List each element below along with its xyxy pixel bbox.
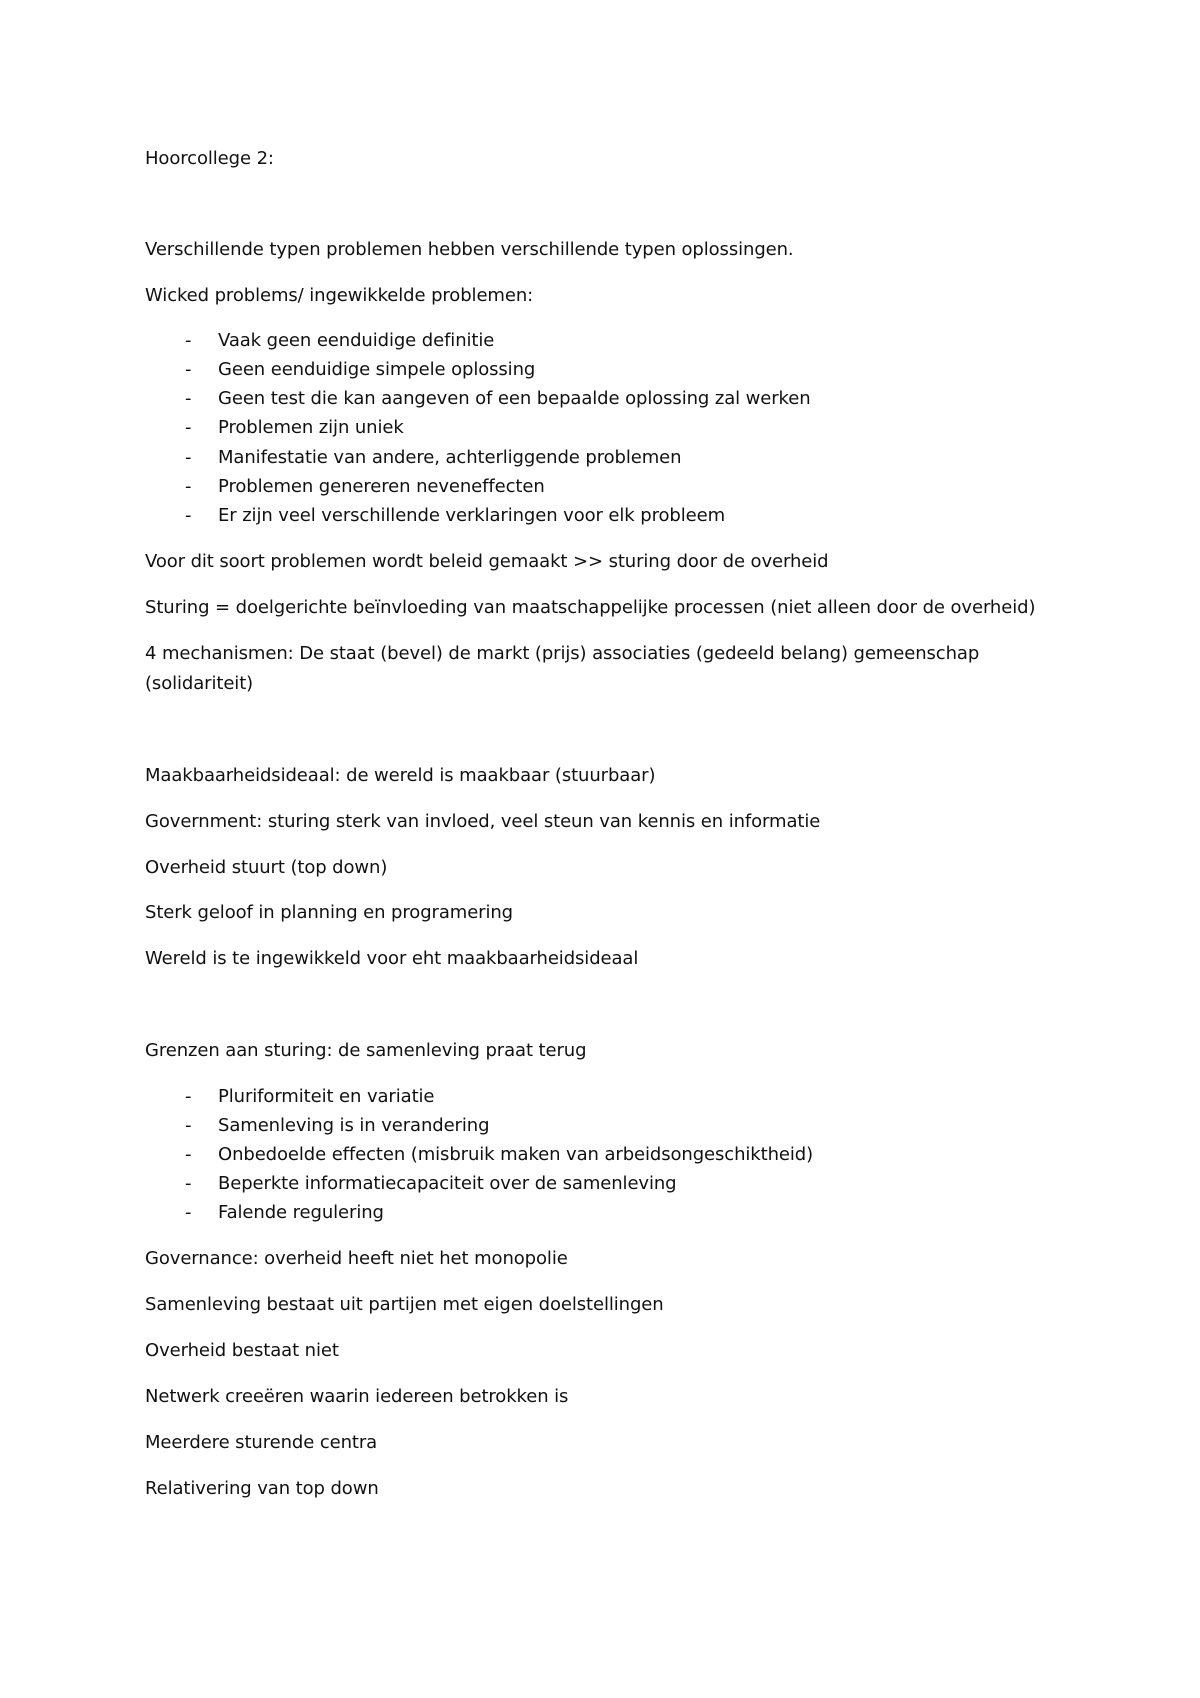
list-item: Er zijn veel verschillende verklaringen voor elk probleem xyxy=(218,505,726,526)
list-item: Falende regulering xyxy=(218,1202,384,1223)
list-bullet: - xyxy=(185,330,192,351)
policy-paragraph: Voor dit soort problemen wordt beleid gemaakt >> sturing door de overheid xyxy=(145,551,829,572)
list-bullet: - xyxy=(185,1173,192,1194)
netwerk-paragraph: Netwerk creeëren waarin iedereen betrokken is xyxy=(145,1386,569,1407)
list-item: Samenleving is in verandering xyxy=(218,1115,490,1136)
centra-paragraph: Meerdere sturende centra xyxy=(145,1432,378,1453)
list-item: Problemen zijn uniek xyxy=(218,417,404,438)
document-heading: Hoorcollege 2: xyxy=(145,148,274,169)
list-bullet: - xyxy=(185,1086,192,1107)
list-bullet: - xyxy=(185,447,192,468)
wereld-paragraph: Wereld is te ingewikkeld voor eht maakbaarheidsideaal xyxy=(145,948,639,969)
list-item: Pluriformiteit en variatie xyxy=(218,1086,435,1107)
list-item: Problemen genereren neveneffecten xyxy=(218,476,545,497)
list-bullet: - xyxy=(185,1144,192,1165)
planning-paragraph: Sterk geloof in planning en programering xyxy=(145,902,513,923)
relativering-paragraph: Relativering van top down xyxy=(145,1478,379,1499)
list-bullet: - xyxy=(185,1115,192,1136)
wicked-problems-title: Wicked problems/ ingewikkelde problemen: xyxy=(145,285,534,306)
list-bullet: - xyxy=(185,476,192,497)
list-bullet: - xyxy=(185,388,192,409)
government-paragraph: Government: sturing sterk van invloed, veel steun van kennis en informatie xyxy=(145,811,821,832)
maakbaarheid-paragraph: Maakbaarheidsideaal: de wereld is maakbaar (stuurbaar) xyxy=(145,765,656,786)
mechanisms-line-2: (solidariteit) xyxy=(145,673,254,694)
grenzen-title: Grenzen aan sturing: de samenleving praat terug xyxy=(145,1040,587,1061)
governance-paragraph: Governance: overheid heeft niet het monopolie xyxy=(145,1248,568,1269)
list-item: Geen test die kan aangeven of een bepaalde oplossing zal werken xyxy=(218,388,811,409)
list-item: Onbedoelde effecten (misbruik maken van arbeidsongeschiktheid) xyxy=(218,1144,814,1165)
intro-paragraph: Verschillende typen problemen hebben verschillende typen oplossingen. xyxy=(145,239,794,260)
list-item: Manifestatie van andere, achterliggende problemen xyxy=(218,447,682,468)
list-item: Vaak geen eenduidige definitie xyxy=(218,330,495,351)
list-bullet: - xyxy=(185,1202,192,1223)
sturing-definition: Sturing = doelgerichte beïnvloeding van maatschappelijke processen (niet alleen door de overheid) xyxy=(145,597,1036,618)
topdown-paragraph: Overheid stuurt (top down) xyxy=(145,857,388,878)
bestaat-niet-paragraph: Overheid bestaat niet xyxy=(145,1340,339,1361)
list-item: Beperkte informatiecapaciteit over de samenleving xyxy=(218,1173,677,1194)
list-bullet: - xyxy=(185,417,192,438)
list-item: Geen eenduidige simpele oplossing xyxy=(218,359,536,380)
list-bullet: - xyxy=(185,359,192,380)
partijen-paragraph: Samenleving bestaat uit partijen met eigen doelstellingen xyxy=(145,1294,664,1315)
list-bullet: - xyxy=(185,505,192,526)
mechanisms-line-1: 4 mechanismen: De staat (bevel) de markt (prijs) associaties (gedeeld belang) gemeenschap xyxy=(145,643,980,664)
